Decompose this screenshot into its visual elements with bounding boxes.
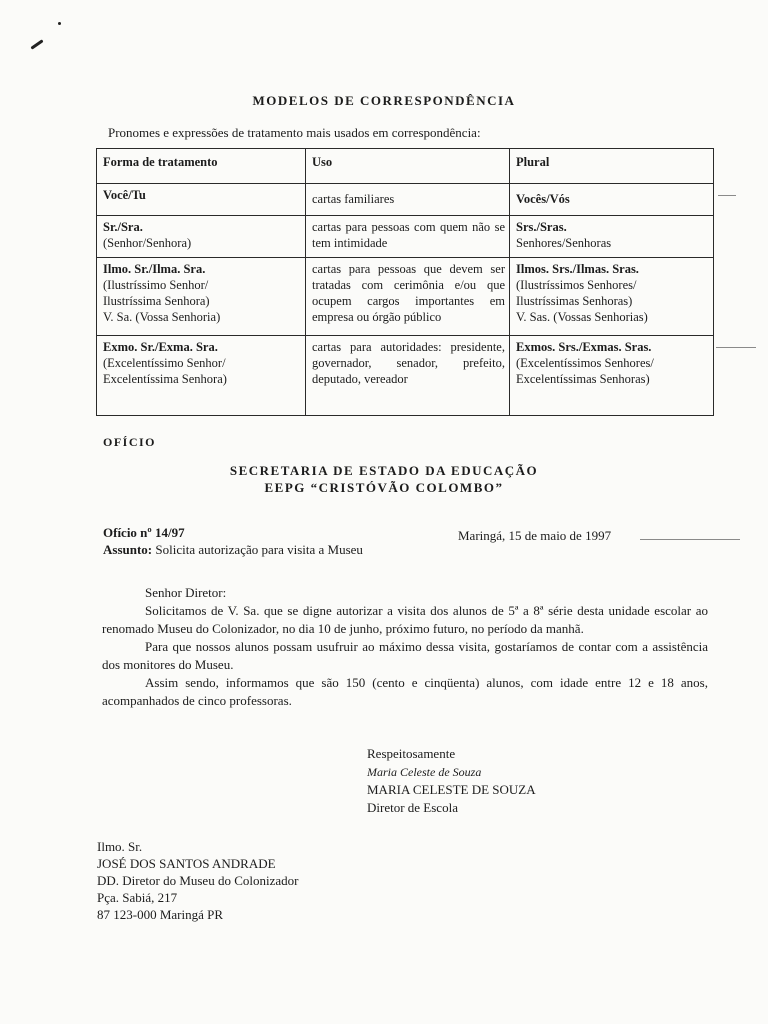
column-header-uso: Uso [306, 149, 510, 184]
page-title: MODELOS DE CORRESPONDÊNCIA [252, 93, 516, 108]
cell-uso: cartas familiares [306, 184, 510, 216]
scan-margin-mark [716, 347, 756, 348]
table-row [97, 258, 714, 336]
address-line: Ilmo. Sr. [97, 839, 143, 854]
table-row [97, 336, 714, 416]
cell-forma: Ilmo. Sr./Ilma. Sra. (Ilustríssimo Senhor/ Ilustríssima Senhora) V. Sa. (Vossa Senhoria) [97, 258, 306, 336]
subject-line [103, 542, 363, 558]
scan-speck [58, 22, 61, 25]
cell-uso: cartas para pessoas com quem não se tem intimidade [306, 216, 510, 258]
closing: Respeitosamente [367, 746, 456, 761]
signature-block [367, 745, 536, 817]
school-name: EEPG “CRISTÓVÃO COLOMBO” [264, 480, 504, 495]
table-header-row [97, 149, 714, 184]
cell-forma: Exmo. Sr./Exma. Sra. (Excelentíssimo Senhor/ Excelentíssima Senhora) [97, 336, 306, 416]
table-row [97, 216, 714, 258]
scan-margin-mark [718, 195, 736, 196]
address-line: DD. Diretor do Museu do Colonizador [97, 873, 299, 888]
scan-margin-mark [640, 539, 740, 540]
org-name: SECRETARIA DE ESTADO DA EDUCAÇÃO [229, 463, 539, 478]
body-paragraph: Solicitamos de V. Sa. que se digne autorizar a visita dos alunos de 5ª a 8ª série desta unidade escolar ao renomado Museu do Colonizador, no dia 10 de junho, próximo futuro, no período da manhã. [102, 603, 708, 636]
recipient-address [97, 838, 298, 923]
signer-name: MARIA CELESTE DE SOUZA [367, 782, 536, 797]
body-paragraph: Assim sendo, informamos que são 150 (cento e cinqüenta) alunos, com idade entre 12 e 18 anos, acompanhados de cinco professoras. [102, 675, 708, 708]
letter-body [102, 584, 708, 710]
page-subtitle: Pronomes e expressões de tratamento mais usados em correspondência: [108, 125, 481, 140]
cell-plural: Ilmos. Srs./Ilmas. Sras. (Ilustríssimos Senhores/ Ilustríssimas Senhoras) V. Sas. (Vossas Senhorias) [510, 258, 714, 336]
cell-uso: cartas para autoridades: presidente, governador, senador, prefeito, deputado, vereador [306, 336, 510, 416]
table-row [97, 184, 714, 216]
address-line: Pça. Sabiá, 217 [97, 890, 178, 905]
address-line: JOSÉ DOS SANTOS ANDRADE [97, 856, 276, 871]
cell-uso: cartas para pessoas que devem ser tratadas com cerimônia e/ou que ocupem cargos importantes em empresa ou órgão público [306, 258, 510, 336]
scan-speck [30, 39, 43, 49]
subject-label: Assunto: [103, 542, 153, 557]
cell-forma: Sr./Sra. (Senhor/Senhora) [97, 216, 306, 258]
salutation: Senhor Diretor: [145, 585, 227, 600]
oficio-number: Ofício nº 14/97 [103, 525, 185, 540]
handwritten-signature: Maria Celeste de Souza [367, 765, 482, 779]
cell-forma: Você/Tu [97, 184, 306, 216]
column-header-plural: Plural [510, 149, 714, 184]
signer-title: Diretor de Escola [367, 800, 458, 815]
cell-plural: Vocês/Vós [510, 184, 714, 216]
address-line: 87 123-000 Maringá PR [97, 907, 224, 922]
treatment-table [96, 148, 714, 416]
cell-plural: Exmos. Srs./Exmas. Sras. (Excelentíssimos Senhores/ Excelentíssimas Senhoras) [510, 336, 714, 416]
column-header-forma: Forma de tratamento [97, 149, 306, 184]
letter-date: Maringá, 15 de maio de 1997 [458, 528, 612, 543]
subject-text: Solicita autorização para visita a Museu [155, 542, 363, 557]
cell-plural: Srs./Sras. Senhores/Senhoras [510, 216, 714, 258]
oficio-heading: OFÍCIO [103, 435, 157, 449]
body-paragraph: Para que nossos alunos possam usufruir ao máximo dessa visita, gostaríamos de contar com a assistência dos monitores do Museu. [102, 639, 708, 672]
